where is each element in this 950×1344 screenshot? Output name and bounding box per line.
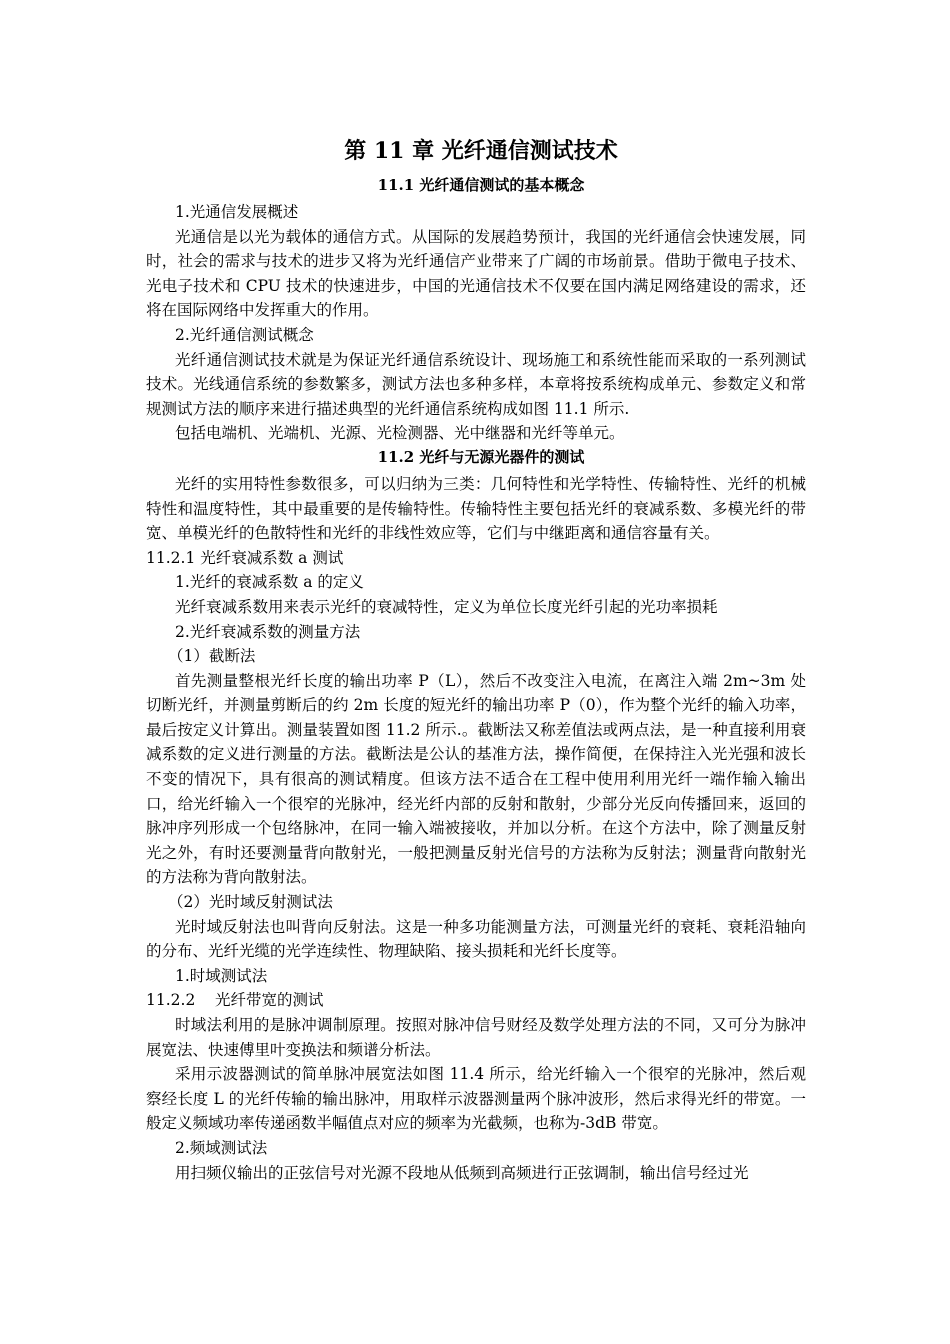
paragraph: 首先测量整根光纤长度的输出功率 P（L），然后不改变注入电流，在离注入端 2m~3m 处切断光纤，并测量剪断后的约 2m 长度的短光纤的输出功率 P（0），作为整个光纤的输入功率，最后按定义计算出。测量装置如图 11.2 所示.。截断法又称差值法或两点法，是一种直接利用衰减系数的定义进行测量的方法。截断法是公认的基准方法，操作简便，在保持注入光光强和波长不变的情况下，具有很高的测试精度。但该方法不适合在工程中使用利用光纤一端作输入输出口，给光纤输入一个很窄的光脉冲，经光纤内部的反射和散射，少部分光反向传播回来，返回的脉冲序列形成一个包络脉冲，在同一输入端被接收，并加以分析。在这个方法中，除了测量反射光之外，有时还要测量背向散射光，一般把测量反射光信号的方法称为反射法；测量背向散射光的方法称为背向散射法。: [146, 671, 806, 887]
paragraph: 光纤通信测试技术就是为保证光纤通信系统设计、现场施工和系统性能而采取的一系列测试技术。光线通信系统的参数繁多，测试方法也多种多样，本章将按系统构成单元、参数定义和常规测试方法的顺序来进行描述典型的光纤通信系统构成如图 11.1 所示.: [146, 350, 806, 418]
method-heading: （2）光时域反射测试法: [168, 893, 333, 912]
subheading: 2.频域测试法: [175, 1138, 268, 1157]
subsection-heading-11-2-2: 11.2.2 光纤带宽的测试: [146, 991, 324, 1010]
paragraph: 光通信是以光为载体的通信方式。从国际的发展趋势预计，我国的光纤通信会快速发展，同时，社会的需求与技术的进步又将为光纤通信产业带来了广阔的市场前景。借助于微电子技术、光电子技术和 CPU 技术的快速进步，中国的光通信技术不仅要在国内满足网络建设的需求，还将在国际网络中发挥重大的作用。: [146, 227, 806, 320]
paragraph: 光纤衰减系数用来表示光纤的衰减特性，定义为单位长度光纤引起的光功率损耗: [175, 597, 718, 616]
section-heading-11-1: 11.1 光纤通信测试的基本概念: [377, 176, 585, 194]
subsection-heading-11-2-1: 11.2.1 光纤衰减系数 a 测试: [146, 548, 344, 567]
paragraph: 用扫频仪输出的正弦信号对光源不段地从低频到高频进行正弦调制，输出信号经过光: [175, 1163, 749, 1182]
document-body: [146, 134, 806, 1185]
paragraph: 时域法利用的是脉冲调制原理。按照对脉冲信号财经及数学处理方法的不同，又可分为脉冲展宽法、快速傅里叶变换法和频谱分析法。: [146, 1016, 806, 1059]
subheading: 1.光通信发展概述: [175, 203, 299, 221]
paragraph: 采用示波器测试的简单脉冲展宽法如图 11.4 所示，给光纤输入一个很窄的光脉冲，然后观察经长度 L 的光纤传输的输出脉冲，用取样示波器测量两个脉冲波形，然后求得光纤的带宽。一般定义频域功率传递函数半幅值点对应的频率为光截频，也称为-3dB 带宽。: [146, 1065, 806, 1133]
subheading: 1.时域测试法: [175, 966, 268, 985]
section-heading-11-2: 11.2 光纤与无源光器件的测试: [377, 447, 585, 466]
paragraph: 包括电端机、光端机、光源、光检测器、光中继器和光纤等单元。: [175, 424, 625, 443]
method-heading: （1）截断法: [168, 647, 256, 666]
chapter-title: 第 11 章 光纤通信测试技术: [344, 138, 618, 164]
subheading: 1.光纤的衰减系数 a 的定义: [175, 573, 364, 592]
subheading: 2.光纤衰减系数的测量方法: [175, 622, 361, 641]
subheading: 2.光纤通信测试概念: [175, 325, 314, 344]
paragraph: 光时域反射法也叫背向反射法。这是一种多功能测量方法，可测量光纤的衰耗、衰耗沿轴向的分布、光纤光缆的光学连续性、物理缺陷、接头损耗和光纤长度等。: [146, 917, 806, 961]
paragraph: 光纤的实用特性参数很多，可以归纳为三类：几何特性和光学特性、传输特性、光纤的机械特性和温度特性，其中最重要的是传输特性。传输特性主要包括光纤的衰减系数、多模光纤的带宽、单模光纤的色散特性和光纤的非线性效应等，它们与中继距离和通信容量有关。: [146, 474, 806, 543]
